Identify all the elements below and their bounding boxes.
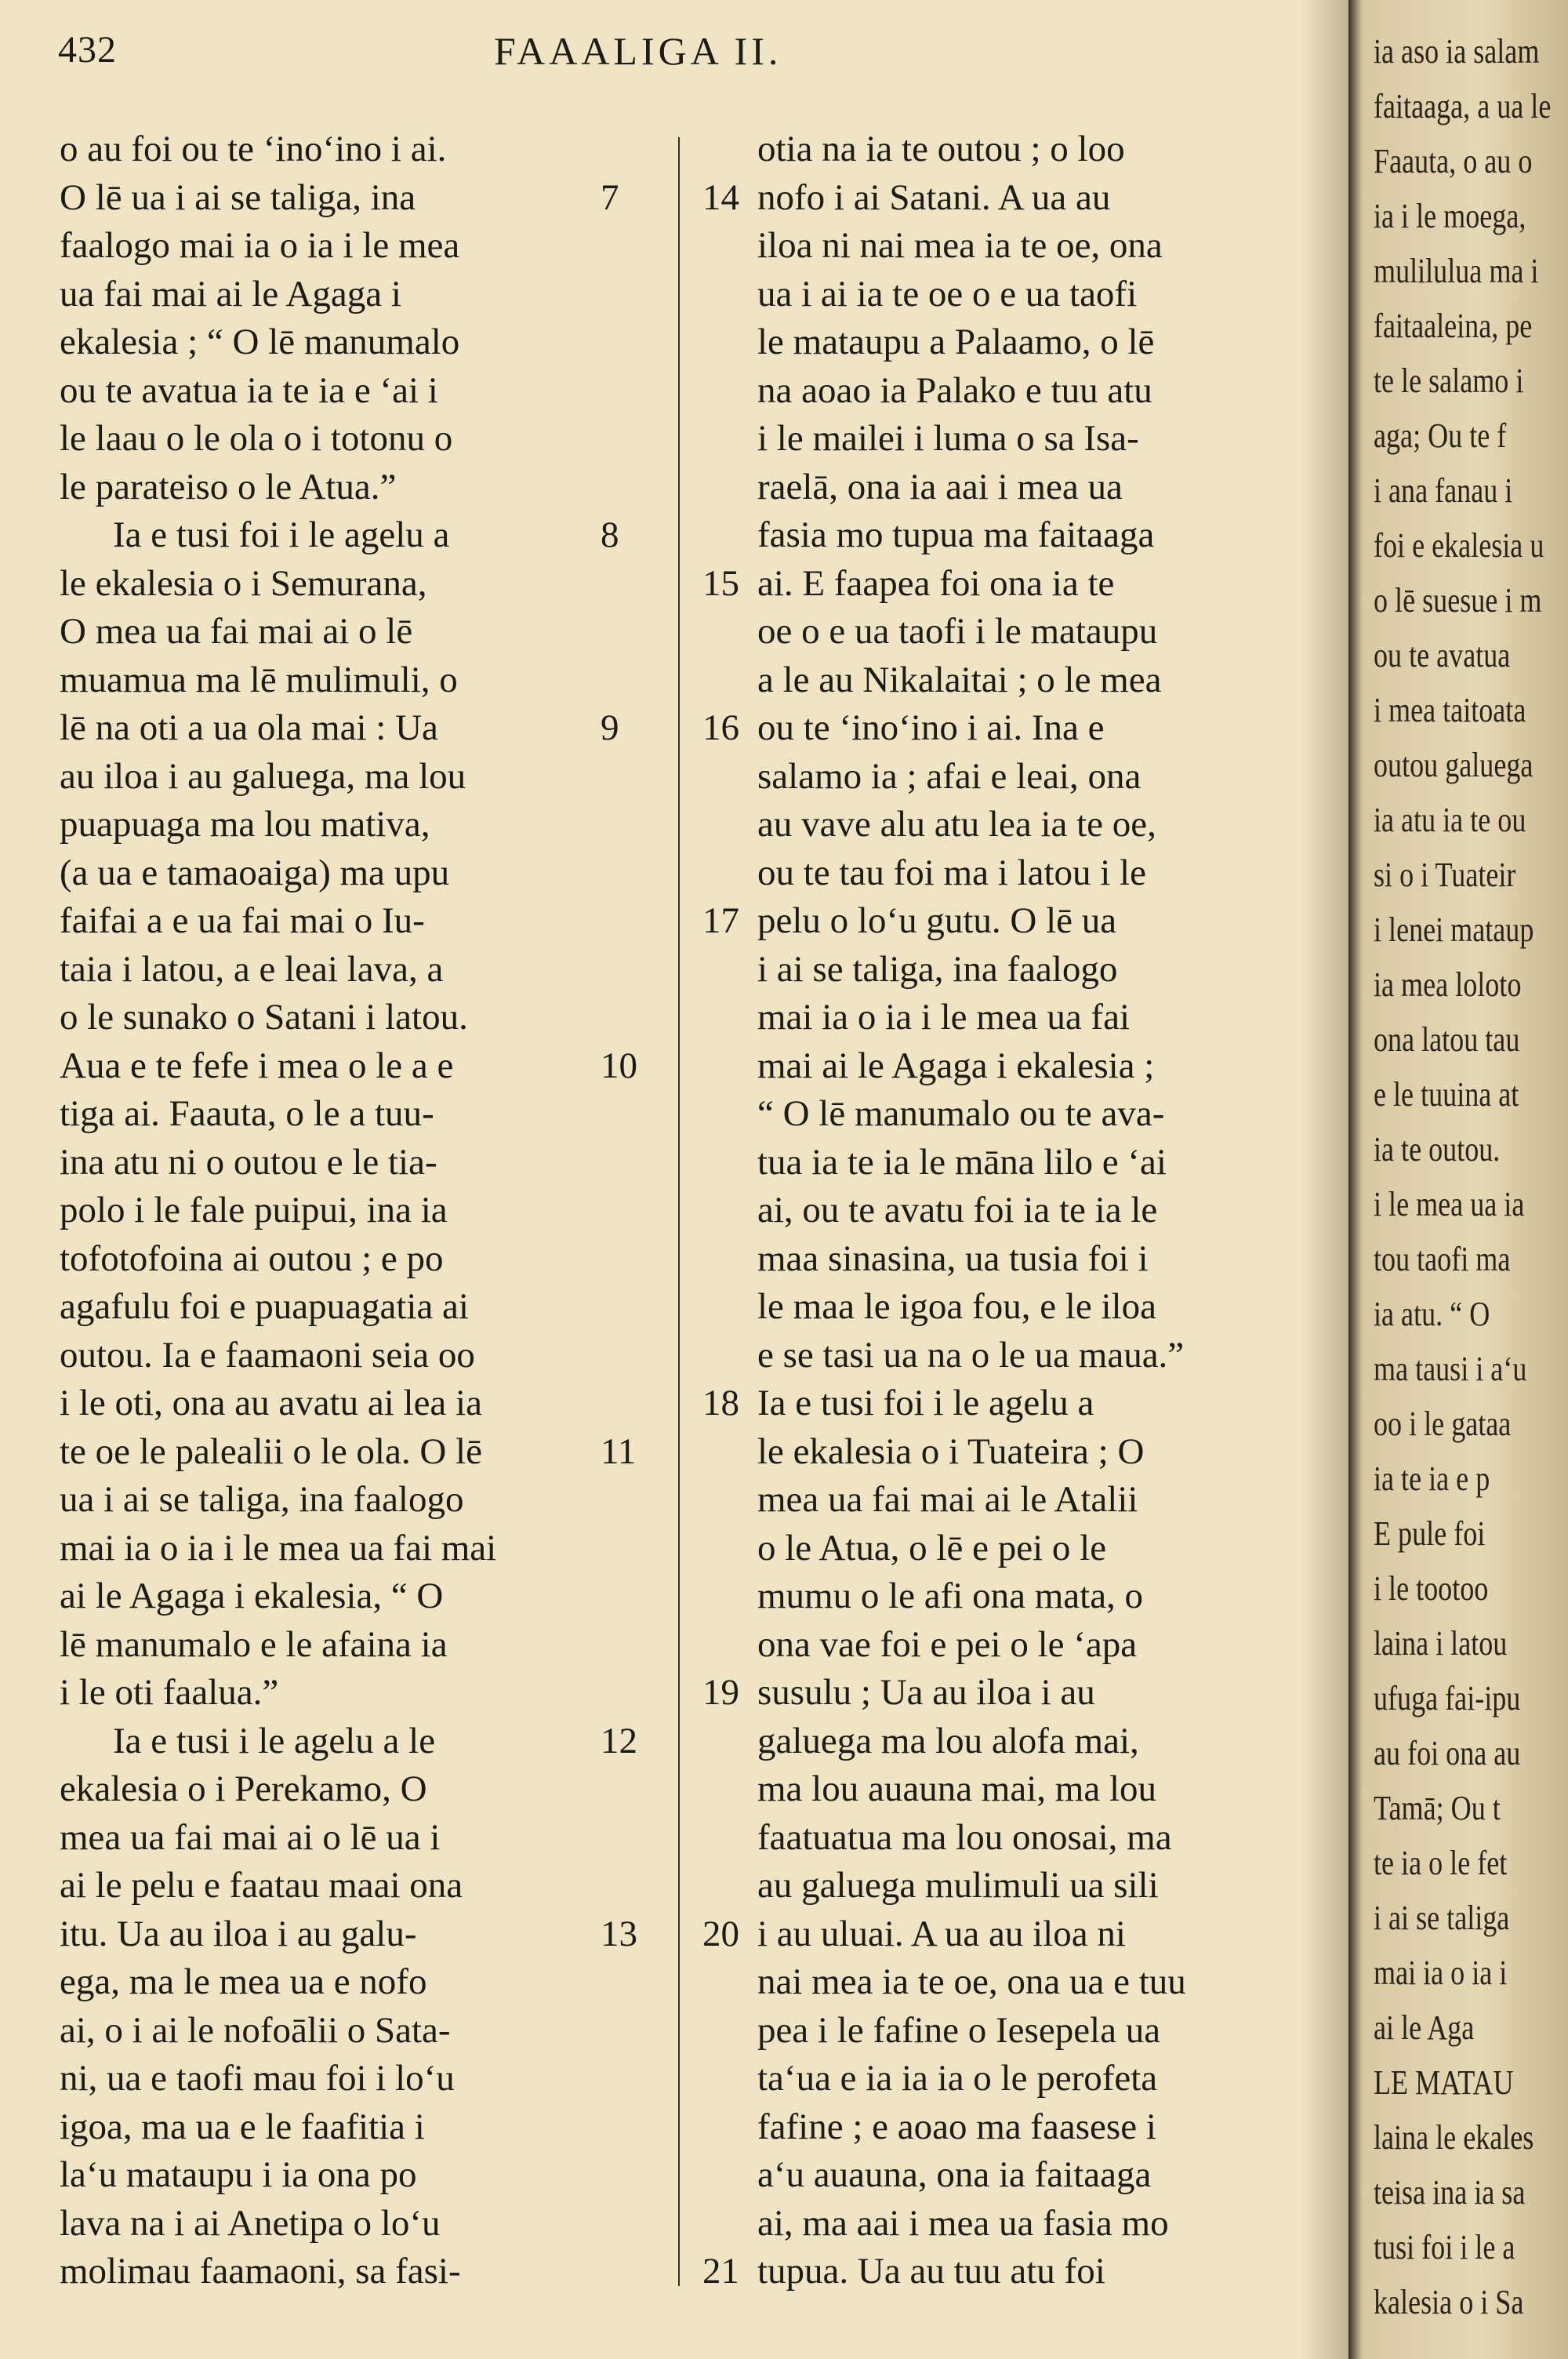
line-text: Ia e tusi foi i le agelu a [113, 514, 450, 555]
line-text: au iloa i au galuega, ma lou [60, 755, 466, 797]
text-line [60, 849, 593, 898]
line-text: o le Atua, o lē e pei o le [757, 1527, 1107, 1568]
text-line [60, 801, 593, 849]
line-text: ai. E faapea foi ona ia te [757, 562, 1115, 604]
next-page-fragment: o lē suesue i m [1374, 581, 1542, 620]
line-text: outou. Ia e faamaoni seia oo [60, 1334, 475, 1376]
line-text: te oe le palealii o le ola. O lē [60, 1430, 482, 1472]
line-text: itu. Ua au iloa i au galu- [60, 1913, 417, 1954]
text-line [60, 367, 593, 416]
text-line [60, 946, 593, 994]
next-page-fragment: ia te ia e p [1374, 1459, 1490, 1498]
line-text: ou te tau foi ma i latou i le [757, 852, 1146, 893]
line-text: ai le pelu e faatau maai ona [60, 1865, 463, 1906]
line-text: pelu o lo‘u gutu. O lē ua [757, 900, 1117, 941]
text-line [702, 897, 1223, 946]
next-page-fragment: i lenei mataup [1374, 911, 1534, 949]
line-text: ega, ma le mea ua e nofo [60, 1961, 427, 2002]
text-line [706, 1525, 1223, 1573]
left-column [60, 125, 637, 2296]
text-line [706, 222, 1223, 271]
line-text: mai ia o ia i le mea ua fai mai [60, 1527, 497, 1568]
line-text: tofotofoina ai outou ; e po [60, 1238, 444, 1279]
text-line [702, 174, 1223, 223]
line-text: au vave alu atu lea ia te oe, [757, 804, 1156, 845]
verse-number: 21 [702, 2251, 739, 2292]
text-line [706, 2007, 1223, 2055]
verse-number: 8 [601, 514, 619, 555]
text-line [60, 560, 593, 609]
text-line [706, 1332, 1223, 1380]
line-text: au galuega mulimuli ua sili [757, 1865, 1159, 1906]
text-line [706, 2103, 1223, 2152]
text-line [60, 1139, 593, 1187]
text-line [60, 511, 619, 560]
text-line [60, 1717, 637, 1766]
verse-number: 15 [702, 562, 739, 604]
line-text: le parateiso o le Atua.” [60, 466, 397, 507]
line-text: le ekalesia o i Tuateira ; O [757, 1430, 1145, 1472]
line-text: ua i ai se taliga, ina faalogo [60, 1479, 464, 1520]
next-page-fragment: faitaaleina, pe [1374, 307, 1533, 345]
next-page-fragment: LE MATAU [1374, 2063, 1514, 2102]
line-text: faalogo mai ia o ia i le mea [60, 225, 460, 266]
text-line [706, 994, 1223, 1042]
text-line [60, 994, 593, 1042]
line-text: ai, ma aai i mea ua fasia mo [757, 2202, 1169, 2244]
line-text: puapuaga ma lou mativa, [60, 804, 430, 845]
text-line [706, 1187, 1223, 1235]
text-line [60, 1235, 593, 1284]
text-line [60, 2151, 593, 2200]
line-text: e se tasi ua na o le ua maua.” [757, 1334, 1185, 1376]
next-page-fragment: te le salamo i [1374, 362, 1524, 400]
text-line [706, 511, 1223, 560]
next-page-fragment: e le tuuina at [1374, 1075, 1519, 1114]
text-line [60, 1090, 593, 1139]
verse-number: 19 [702, 1672, 739, 1713]
line-text: ta‘ua e ia ia ia o le perofeta [757, 2058, 1158, 2099]
line-text: polo i le fale puipui, ina ia [60, 1190, 448, 1230]
line-text: molimau faamaoni, sa fasi- [60, 2251, 461, 2292]
line-text: mumu o le afi ona mata, o [757, 1576, 1144, 1616]
next-page-fragment: laina le ekales [1374, 2118, 1534, 2157]
line-text: fafine ; e aoao ma faasese i [757, 2106, 1156, 2147]
line-text: ou te ‘ino‘ino i ai. Ina e [757, 707, 1105, 748]
line-text: i le oti faalua.” [60, 1672, 279, 1713]
text-line [60, 1525, 593, 1573]
line-text: faatuatua ma lou onosai, ma [757, 1816, 1172, 1858]
text-line [60, 1379, 593, 1428]
page-number: 432 [58, 29, 117, 71]
next-page-fragment: i le mea ua ia [1374, 1185, 1525, 1223]
text-line [706, 608, 1223, 656]
next-page-fragment: tou taofi ma [1374, 1240, 1511, 1278]
next-page-fragment: ufuga fai-ipu [1374, 1679, 1521, 1717]
line-text: ni, ua e taofi mau foi i lo‘u [60, 2058, 455, 2099]
line-text: susulu ; Ua au iloa i au [757, 1672, 1095, 1713]
verse-number: 17 [702, 900, 739, 941]
line-text: ai, ou te avatu foi ia te ia le [757, 1190, 1158, 1230]
next-page-fragment: Faauta, o au o [1374, 142, 1533, 180]
text-line [60, 1572, 593, 1621]
line-text: Ia e tusi i le agelu a le [113, 1720, 436, 1761]
next-page-fragment: faitaaga, a ua le [1374, 87, 1552, 125]
text-line [60, 704, 619, 753]
text-line [706, 271, 1223, 319]
right-column [702, 125, 1301, 2296]
next-page-fragment: aga; Ou te f [1374, 416, 1507, 455]
next-page-fragment: si o i Tuateir [1374, 856, 1516, 894]
text-line [60, 1814, 593, 1863]
next-page-fragment: ou te avatua [1374, 636, 1511, 674]
text-line [706, 1283, 1223, 1332]
verse-number: 11 [601, 1430, 637, 1472]
line-text: nofo i ai Satani. A ua au [757, 176, 1111, 218]
line-text: agafulu foi e puapuagatia ai [60, 1286, 469, 1327]
text-line [60, 1428, 637, 1477]
next-page-fragment: ia mea loloto [1374, 965, 1522, 1004]
next-page-fragment: kalesia o i Sa [1374, 2283, 1524, 2321]
text-line [60, 271, 593, 319]
text-line [706, 1042, 1223, 1091]
line-text: Ia e tusi foi i le agelu a [757, 1383, 1094, 1423]
verse-number: 14 [702, 176, 739, 218]
line-text: ekalesia ; “ O lē manumalo [60, 322, 460, 362]
page-gutter-shadow [1301, 0, 1348, 2359]
line-text: ai le Agaga i ekalesia, “ O [60, 1576, 444, 1616]
line-text: i le mailei i luma o sa Isa- [757, 418, 1139, 459]
next-page-fragment: ia atu. “ O [1374, 1295, 1490, 1333]
line-text: iloa ni nai mea ia te oe, ona [757, 225, 1163, 266]
text-line [706, 1476, 1223, 1525]
verse-number: 16 [702, 707, 739, 748]
text-line [706, 801, 1223, 849]
text-line [60, 2007, 593, 2055]
verse-number: 20 [702, 1913, 739, 1954]
text-line [60, 463, 593, 512]
line-text: Aua e te fefe i mea o le a e [60, 1045, 454, 1086]
text-line [60, 2055, 593, 2103]
text-line [706, 1621, 1223, 1670]
line-text: oe o e ua taofi i le mataupu [757, 611, 1158, 652]
text-line [706, 946, 1223, 994]
next-page-fragment: au foi ona au [1374, 1734, 1521, 1772]
next-page-fragment: ona latou tau [1374, 1020, 1520, 1059]
text-line [706, 753, 1223, 801]
line-text: galuega ma lou alofa mai, [757, 1720, 1139, 1761]
text-line [706, 415, 1223, 463]
text-line [706, 1765, 1223, 1814]
text-line [60, 753, 593, 801]
next-page-fragment: E pule foi [1374, 1514, 1486, 1553]
next-page-fragment: ia i le moega, [1374, 197, 1526, 235]
next-page-fragment: mai ia o ia i [1374, 1954, 1508, 1992]
text-line [60, 222, 593, 271]
text-line [706, 1235, 1223, 1284]
text-line [706, 1572, 1223, 1621]
line-text: ina atu ni o outou e le tia- [60, 1141, 437, 1183]
text-line [60, 1283, 593, 1332]
line-text: ona vae foi e pei o le ‘apa [757, 1623, 1138, 1665]
line-text: tua ia te ia le māna lilo e ‘ai [757, 1141, 1167, 1183]
line-text: O mea ua fai mai ai o lē [60, 611, 413, 652]
text-line [706, 1862, 1223, 1910]
verse-number: 9 [601, 707, 619, 748]
verse-number: 7 [601, 176, 619, 218]
line-text: le laau o le ola o i totonu o [60, 418, 453, 459]
text-line [60, 2103, 593, 2152]
line-text: tiga ai. Faauta, o le a tuu- [60, 1093, 434, 1134]
text-line [706, 1428, 1223, 1477]
line-text: le mataupu a Palaamo, o lē [757, 322, 1155, 362]
next-page-fragment: ia atu ia te ou [1374, 801, 1526, 839]
next-page-fragment: i mea taitoata [1374, 691, 1526, 729]
text-line [702, 1379, 1223, 1428]
next-page-fragment: oo i le gataa [1374, 1405, 1512, 1443]
text-line [706, 1814, 1223, 1863]
next-page-fragment: outou galuega [1374, 746, 1534, 784]
text-line [702, 560, 1223, 609]
next-page-fragment: laina i latou [1374, 1624, 1508, 1663]
text-line [60, 1765, 593, 1814]
line-text: i le oti, ona au avatu ai lea ia [60, 1383, 482, 1423]
text-line [706, 463, 1223, 512]
text-line [706, 318, 1223, 367]
next-page-fragment: ai le Aga [1374, 2008, 1475, 2047]
next-page-fragment: ia aso ia salam [1374, 32, 1540, 71]
next-page-fragment: mulilulua ma i [1374, 252, 1539, 290]
line-text: a‘u auauna, ona ia faitaaga [757, 2154, 1152, 2195]
line-text: ou te avatua ia te ia e ‘ai i [60, 369, 438, 411]
verse-number: 12 [601, 1720, 637, 1761]
next-page-fragment: tusi foi i le a [1374, 2228, 1515, 2266]
line-text: mai ia o ia i le mea ua fai [757, 997, 1131, 1038]
line-text: muamua ma lē mulimuli, o [60, 659, 458, 700]
verse-number: 10 [601, 1045, 637, 1086]
line-text: na aoao ia Palako e tuu atu [757, 369, 1152, 411]
next-page-fragment: i ai se taliga [1374, 1899, 1510, 1937]
line-text: faifai a e ua fai mai o Iu- [60, 900, 425, 941]
line-text: (a ua e tamaoaiga) ma upu [60, 852, 450, 893]
line-text: salamo ia ; afai e leai, ona [757, 755, 1142, 797]
next-page-fragment: i le tootoo [1374, 1569, 1489, 1608]
line-text: fasia mo tupua ma faitaaga [757, 514, 1155, 555]
text-line [60, 415, 593, 463]
line-text: tupua. Ua au tuu atu foi [757, 2251, 1105, 2292]
line-text: O lē ua i ai se taliga, ina [60, 176, 416, 218]
text-line [60, 656, 593, 705]
text-line [60, 1476, 593, 1525]
line-text: taia i latou, a e leai lava, a [60, 948, 444, 990]
text-line [60, 2200, 593, 2248]
line-text: lē na oti a ua ola mai : Ua [60, 707, 438, 748]
line-text: mea ua fai mai ai o lē ua i [60, 1816, 441, 1858]
text-line [60, 1910, 637, 1959]
next-page-fragment: ia te outou. [1374, 1130, 1501, 1169]
line-text: o le sunako o Satani i latou. [60, 997, 468, 1038]
text-line [706, 1090, 1223, 1139]
text-line [702, 2248, 1223, 2296]
next-page-fragment: foi e ekalesia u [1374, 526, 1544, 565]
line-text: mai ai le Agaga i ekalesia ; [757, 1045, 1155, 1086]
line-text: i au uluai. A ua au iloa ni [757, 1913, 1126, 1954]
line-text: ekalesia o i Perekamo, O [60, 1768, 427, 1809]
line-text: la‘u mataupu i ia ona po [60, 2154, 417, 2195]
text-line [60, 1862, 593, 1910]
line-text: “ O lē manumalo ou te ava- [757, 1093, 1165, 1134]
next-page-fragment: ma tausi i a‘u [1374, 1350, 1527, 1388]
text-line [706, 2055, 1223, 2103]
text-line [706, 1958, 1223, 2007]
next-page-fragment: i ana fanau i [1374, 471, 1513, 510]
line-text: ma lou auauna mai, ma lou [757, 1768, 1157, 1809]
line-text: ua i ai ia te oe o e ua taofi [757, 273, 1138, 314]
line-text: o au foi ou te ‘ino‘ino i ai. [60, 129, 447, 169]
text-line [60, 125, 593, 174]
line-text: lava na i ai Anetipa o lo‘u [60, 2202, 441, 2244]
text-line [702, 704, 1223, 753]
next-page-fragment: te ia o le fet [1374, 1844, 1508, 1882]
text-line [706, 2151, 1223, 2200]
text-line [60, 608, 593, 656]
text-line [60, 897, 593, 946]
text-line [60, 1332, 593, 1380]
running-head: FAAALIGA II. [494, 29, 782, 73]
column-divider [678, 137, 680, 2286]
text-line [60, 1958, 593, 2007]
next-page-fragment: Tamā; Ou t [1374, 1789, 1501, 1827]
text-line [60, 2248, 593, 2296]
text-line [60, 1621, 593, 1670]
line-text: nai mea ia te oe, ona ua e tuu [757, 1961, 1186, 2002]
text-line [706, 125, 1223, 174]
text-line [60, 1187, 593, 1235]
text-line [60, 1669, 593, 1717]
line-text: ai, o i ai le nofoālii o Sata- [60, 2009, 451, 2051]
text-line [60, 318, 593, 367]
text-line [60, 1042, 637, 1091]
text-line [60, 174, 619, 223]
text-line [706, 2200, 1223, 2248]
line-text: ua fai mai ai le Agaga i [60, 273, 401, 314]
text-line [706, 1717, 1223, 1766]
line-text: a le au Nikalaitai ; o le mea [757, 659, 1162, 700]
verse-number: 13 [601, 1913, 637, 1954]
line-text: pea i le fafine o Iesepela ua [757, 2009, 1161, 2051]
text-line [702, 1669, 1223, 1717]
line-text: mea ua fai mai ai le Atalii [757, 1479, 1138, 1520]
line-text: le maa le igoa fou, e le iloa [757, 1286, 1156, 1327]
line-text: igoa, ma ua e le faafitia i [60, 2106, 425, 2147]
text-line [706, 656, 1223, 705]
text-line [706, 1139, 1223, 1187]
line-text: maa sinasina, ua tusia foi i [757, 1238, 1149, 1279]
text-line [706, 367, 1223, 416]
line-text: i ai se taliga, ina faalogo [757, 948, 1118, 990]
text-line [706, 849, 1223, 898]
line-text: raelā, ona ia aai i mea ua [757, 466, 1123, 507]
line-text: le ekalesia o i Semurana, [60, 562, 427, 604]
line-text: otia na ia te outou ; o loo [757, 129, 1125, 169]
next-page-fragment: teisa ina ia sa [1374, 2173, 1526, 2212]
next-page-edge [1348, 0, 1568, 2359]
text-line [702, 1910, 1223, 1959]
verse-number: 18 [702, 1383, 739, 1423]
line-text: lē manumalo e le afaina ia [60, 1623, 448, 1665]
